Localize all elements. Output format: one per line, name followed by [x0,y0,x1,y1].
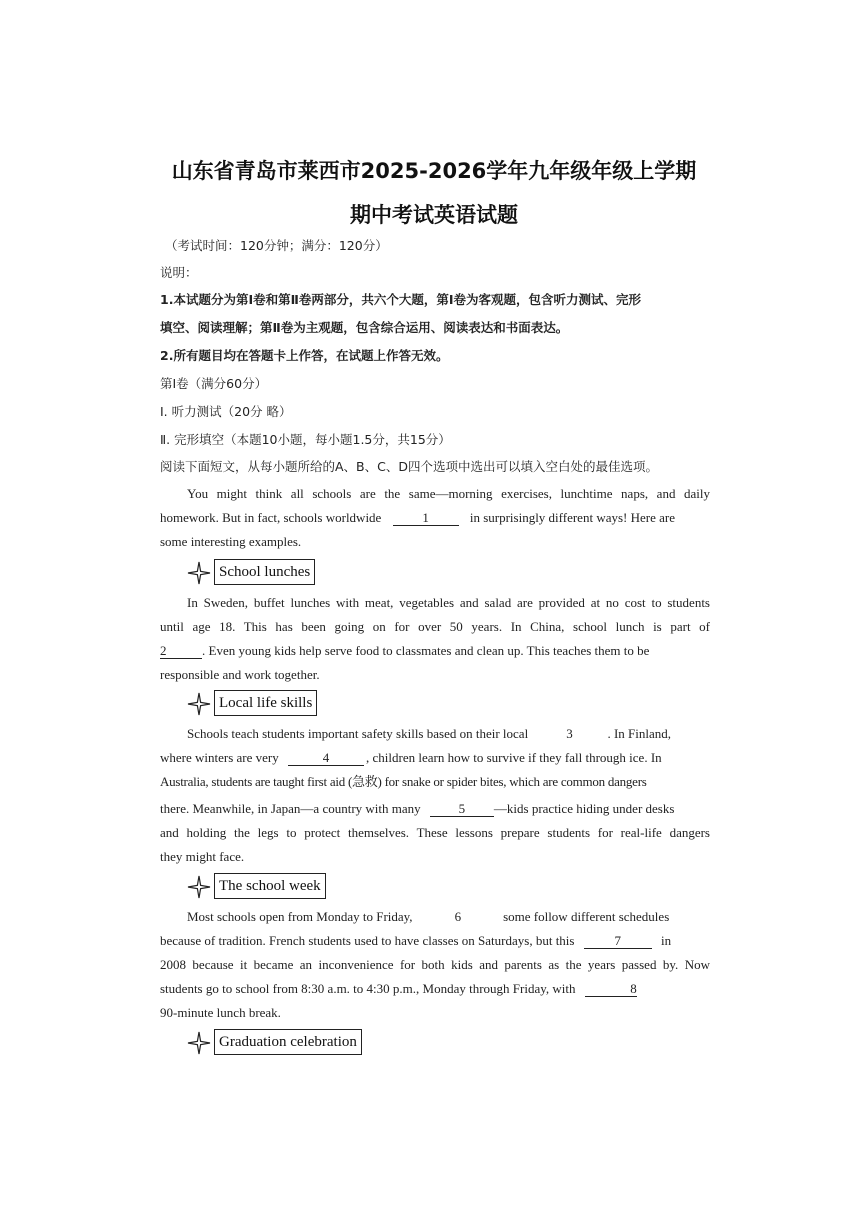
passage-p2-line4: responsible and work together. [160,667,320,682]
text-segment: Most schools open from Monday to Friday, [187,909,413,924]
four-point-star-icon [187,875,211,899]
text-segment: in [660,933,672,948]
blank-2: 2 [160,643,202,659]
passage-p2-line2: until age 18. This has been going on for over 50 years. In China, school lunch is part of [160,619,710,634]
passage-p1-line3: some interesting examples. [160,534,302,549]
blank-6: 6 [454,909,462,924]
passage-p1-line1: You might think all schools are the same—morning exercises, lunchtime naps, and daily [187,486,710,501]
blank-4: 4 [288,750,364,766]
passage-p4-line4 [160,980,710,998]
passage-p2-line3 [160,642,710,660]
text-segment: because of tradition. French students used to have classes on Saturdays, but this [160,933,575,948]
passage-p4-line3: 2008 because it became an inconvenience for both kids and parents as the years passed by. Now [160,957,710,972]
text-segment: there. Meanwhile, in Japan—a country with many [160,801,421,816]
passage-p4-line5: 90-minute lunch break. [160,1005,281,1020]
text-segment: Schools teach students important safety skills based on their local [187,726,529,741]
text-segment: —kids practice hiding under desks [493,801,675,816]
exam-title-line2: 期中考试英语试题 [350,203,518,227]
four-point-star-icon [187,1031,211,1055]
text-segment: where winters are very [160,750,279,765]
note-1-line2: 填空、阅读理解；第Ⅱ卷为主观题，包含综合运用、阅读表达和书面表达。 [160,320,569,335]
passage-p3-line4 [160,800,710,818]
blank-1: 1 [393,510,459,526]
section-1-listening: Ⅰ. 听力测试（20分 略） [160,404,292,419]
blank-8: 8 [585,981,637,997]
text-segment: some follow different schedules [503,909,670,924]
four-point-star-icon [187,561,211,585]
blank-5: 5 [430,801,494,817]
section-2-cloze: Ⅱ. 完形填空（本题10小题，每小题1.5分，共15分） [160,432,451,447]
passage-p2-line1: In Sweden, buffet lunches with meat, vegetables and salad are provided at no cost to students [187,595,710,610]
passage-p1-line2 [160,509,710,527]
text-segment: . Even young kids help serve food to classmates and clean up. This teaches them to be [202,643,650,658]
heading-label: Local life skills [214,690,317,716]
heading-label: School lunches [214,559,315,585]
passage-p4-line2 [160,932,710,950]
passage-p3-line5: and holding the legs to protect themselves. These lessons prepare students for real-life dangers [160,825,710,840]
exam-time-score: （考试时间：120分钟；满分：120分） [165,238,388,253]
exam-title-line1: 山东省青岛市莱西市2025-2026学年九年级年级上学期 [171,159,697,183]
text-segment: in surprisingly different ways! Here are [469,510,675,525]
passage-p3-line2 [160,749,710,767]
passage-p4-line1 [187,908,737,926]
note-2: 2.所有题目均在答题卡上作答，在试题上作答无效。 [160,348,449,363]
explain-label: 说明： [160,265,198,280]
blank-7: 7 [584,933,652,949]
text-segment: homework. But in fact, schools worldwide [160,510,382,525]
heading-label: The school week [214,873,326,899]
passage-p3-line3: Australia, students are taught first aid (急救) for snake or spider bites, which are common dangers [160,774,647,789]
cloze-instruction: 阅读下面短文，从每小题所给的A、B、C、D四个选项中选出可以填入空白处的最佳选项。 [160,459,658,474]
four-point-star-icon [187,692,211,716]
text-segment: . In Finland, [607,726,671,741]
part-1-heading: 第Ⅰ卷（满分60分） [160,376,268,391]
passage-p3-line6: they might face. [160,849,245,864]
heading-label: Graduation celebration [214,1029,362,1055]
text-segment: , children learn how to survive if they fall through ice. In [366,750,662,765]
text-segment: students go to school from 8:30 a.m. to 4:30 p.m., Monday through Friday, with [160,981,576,996]
note-1-line1: 1.本试题分为第Ⅰ卷和第Ⅱ卷两部分，共六个大题，第Ⅰ卷为客观题，包含听力测试、完形 [160,292,641,307]
passage-p3-line1 [187,725,737,743]
blank-3: 3 [566,726,573,741]
